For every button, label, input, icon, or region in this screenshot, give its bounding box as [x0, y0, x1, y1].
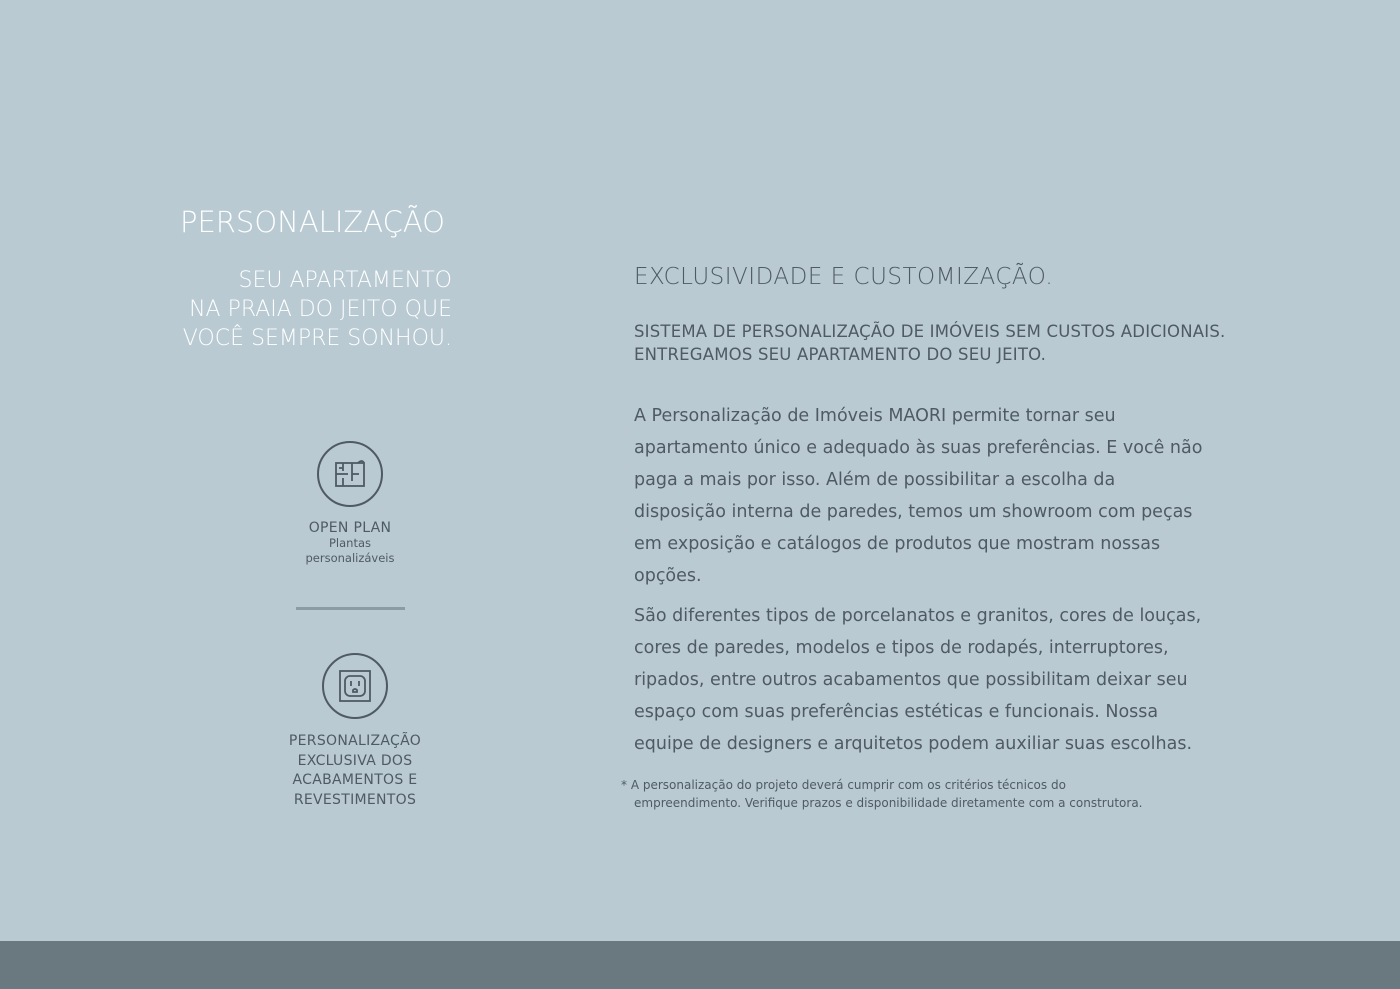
feature-title-line: ACABAMENTOS E	[292, 772, 418, 788]
footnote-line: * A personalização do projeto deverá cumprir com os critérios técnicos do	[621, 778, 1066, 792]
feature-title-line: PERSONALIZAÇÃO	[288, 733, 422, 749]
feature-subtitle-line: personalizáveis	[305, 551, 395, 565]
subtitle-line: NA PRAIA DO JEITO QUE	[189, 297, 452, 322]
feature-title-line: EXCLUSIVA DOS	[297, 752, 413, 769]
feature-title-line: REVESTIMENTOS	[293, 791, 417, 808]
page-title: PERSONALIZAÇÃO	[179, 205, 445, 239]
floor-plan-icon	[317, 441, 383, 507]
feature-open-plan	[285, 441, 415, 566]
section-body	[634, 400, 1209, 768]
body-paragraph: A Personalização de Imóveis MAORI permite tornar seu apartamento único e adequado às suas preferências. E você não paga a mais por isso. Além de possibilitar a escolha da disposição interna de paredes, temos um showroom com peças em exposição e catálogos de produtos que mostram nossas opções.	[634, 406, 1203, 586]
feature-subtitle	[285, 536, 415, 566]
footnote-line: empreendimento. Verifique prazos e disponibilidade diretamente com a construtora.	[634, 796, 1143, 810]
page-subtitle	[150, 266, 452, 353]
divider	[296, 607, 405, 610]
power-outlet-icon	[322, 653, 388, 719]
lead-line: SISTEMA DE PERSONALIZAÇÃO DE IMÓVEIS SEM CUSTOS ADICIONAIS.	[634, 322, 1226, 341]
section-lead	[634, 320, 1334, 366]
subtitle-line: SEU APARTAMENTO	[238, 268, 452, 293]
footnote	[621, 776, 1181, 812]
feature-subtitle-line: Plantas	[328, 536, 371, 550]
subtitle-line: VOCÊ SEMPRE SONHOU.	[182, 326, 452, 351]
lead-line: ENTREGAMOS SEU APARTAMENTO DO SEU JEITO.	[634, 345, 1047, 364]
footer-bar	[0, 941, 1400, 989]
feature-personalizacao	[275, 653, 435, 810]
feature-title: OPEN PLAN	[308, 520, 392, 536]
section-heading: EXCLUSIVIDADE E CUSTOMIZAÇÃO.	[634, 264, 1054, 290]
feature-title	[275, 732, 435, 810]
body-paragraph: São diferentes tipos de porcelanatos e granitos, cores de louças, cores de paredes, modelos e tipos de rodapés, interruptores, ripados, entre outros acabamentos que possibilitam deixar seu espaço com suas preferências estéticas e funcionais. Nossa equipe de designers e arquitetos podem auxiliar suas escolhas.	[634, 606, 1202, 754]
